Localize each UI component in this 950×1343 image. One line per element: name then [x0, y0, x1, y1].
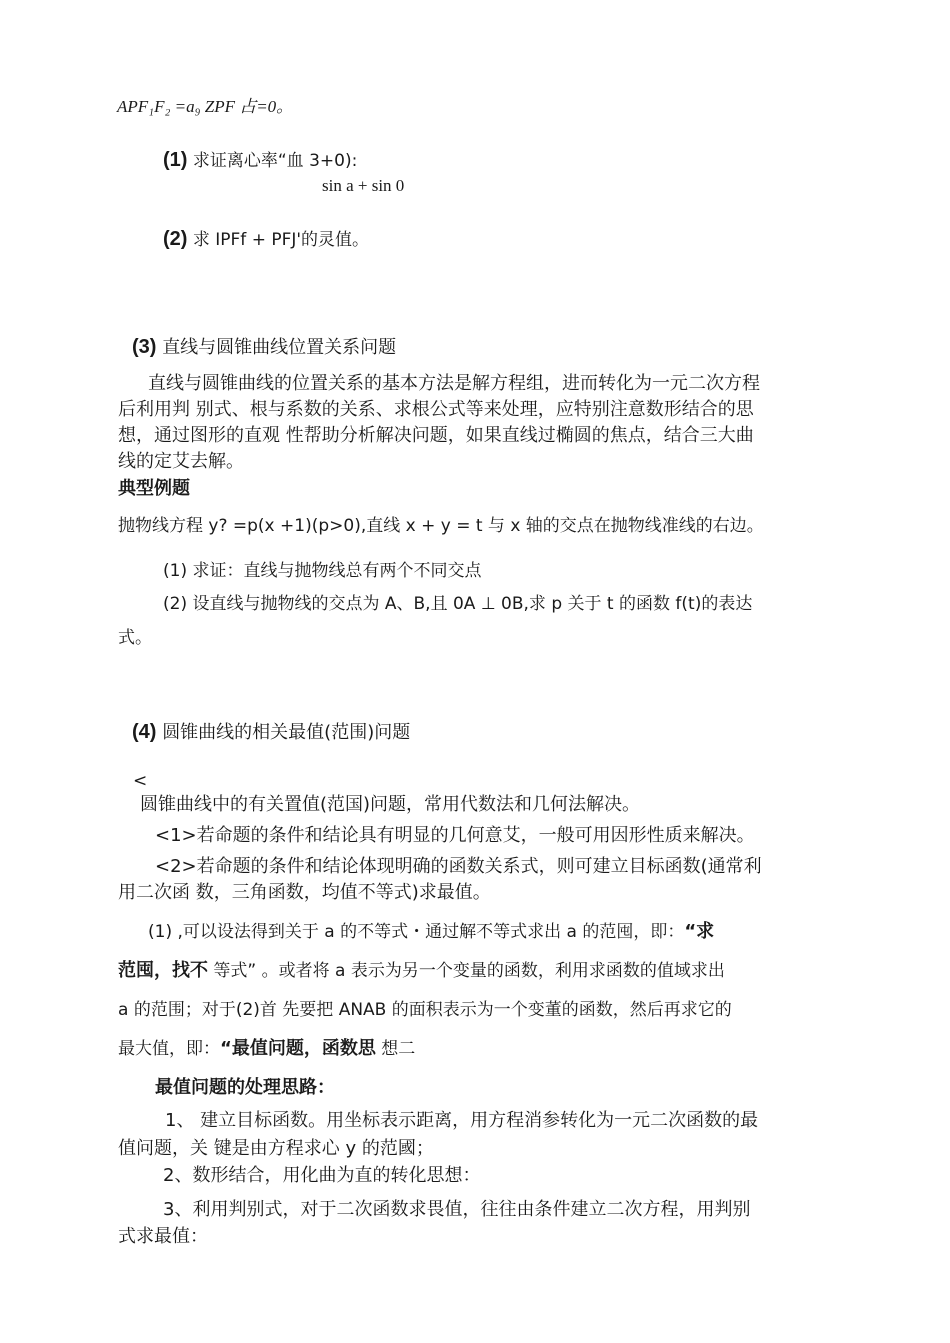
question-2-text: 求 IPFf + PFJ'的灵值。: [192, 230, 370, 250]
thinking-2: 2、数形结合，用化曲为直的转化思想：: [163, 1165, 481, 1186]
section-3-para-line-2: 后利用判 别式、根与系数的关系、求根公式等来处理，应特别注意数形结合的思: [118, 399, 754, 420]
question-1-denominator: sin a + sin 0: [322, 176, 405, 195]
section-3-heading: [132, 336, 396, 359]
thinking-3-line-2: 式求最值：: [118, 1226, 208, 1247]
section-4-point-2-line-1: <2>若命题的条件和结论体现明确的函数关系式，则可建立目标函数(通常利: [155, 856, 762, 877]
question-1-number: (1): [163, 149, 188, 171]
section-3-title: 直线与圆锥曲线位置关系问题: [162, 337, 397, 358]
section-4-number: (4): [132, 721, 157, 743]
section-3-number: (3): [132, 336, 157, 358]
example-text: 抛物线方程 y? =p(x +1)(p>0),直线 x + y = t 与 x 轴的交点在抛物线准线的右边。: [118, 516, 764, 536]
question-2-number: (2): [163, 228, 188, 250]
thinking-3-line-1: 3、利用判别式，对于二次函数求畏值，往往由条件建立二次方程，用判别: [163, 1199, 751, 1220]
section-4-title: 圆锥曲线的相关最值(范围)问题: [162, 722, 411, 743]
example-sub-2: (2) 设直线与抛物线的交点为 A、B,且 0A ⊥ 0B,求 p 关于 t 的函数 f(t)的表达: [163, 594, 753, 614]
example-sub-2-cont: 式。: [118, 628, 152, 648]
section-4-point-1: <1>若命题的条件和结论具有明显的几何意艾，一般可用因形性质来解决。: [155, 825, 755, 846]
solution-line-4-bold: “最值问题，函数思: [220, 1038, 376, 1059]
thinking-1-line-2: 值问题，关 键是由方程求心 y 的范國；: [118, 1138, 434, 1159]
solution-line-4: [118, 1038, 415, 1060]
section-3-para-line-1: 直线与圆锥曲线的位置关系的基本方法是解方程组，进而转化为一元二次方程: [148, 373, 760, 394]
section-4-point-2-line-2: 用二次函 数，三角函数，均值不等式)求最值。: [118, 882, 491, 903]
thinking-heading: 最值问题的处理思路：: [155, 1077, 335, 1098]
section-3-para-line-3: 想，通过图形的直观 性帮助分析解决问题，如果直线过椭圆的焦点，结合三大曲: [118, 425, 754, 446]
example-sub-1: (1) 求证：直线与抛物线总有两个不同交点: [163, 561, 482, 581]
question-2: [163, 228, 369, 251]
solution-line-1: [148, 921, 714, 943]
section-3-para-line-4: 线的定艾去解。: [118, 451, 244, 472]
solution-line-1-bold: “求: [684, 921, 715, 942]
section-4-heading: [132, 721, 410, 744]
solution-line-1-text: (1) ,可以设法得到关于 a 的不等式・通过解不等式求出 a 的范囤，即：: [148, 922, 685, 942]
question-1: [163, 149, 357, 172]
solution-line-4-tail: 想二: [375, 1039, 416, 1059]
formula-line: APF₁F₂ =a₉ ZPF 占=0。: [117, 97, 294, 116]
solution-line-4-text: 最大值，即：: [118, 1039, 220, 1059]
thinking-1-line-1: 1、 建立目标函数。用坐标表示距离，用方程消参转化为一元二次函数的最: [165, 1110, 759, 1131]
solution-line-2: [118, 960, 725, 982]
solution-line-2-text: 等式” 。或者将 a 表示为另一个变量的函数，利用求函数的值域求出: [208, 961, 725, 981]
angle-mark: <: [133, 771, 148, 791]
question-1-text: 求证离心率“血 3+0):: [192, 151, 358, 171]
solution-line-3: a 的范围；对于(2)首 先要把 ANAB 的面积表示为一个变董的函数，然后再求它的: [118, 1000, 732, 1020]
example-heading: 典型例题: [118, 478, 190, 499]
section-4-intro: 圆锥曲线中的有关置值(范国)问题，常用代数法和几何法解决。: [140, 794, 641, 815]
solution-line-2-bold: 范囤，找不: [118, 960, 208, 981]
